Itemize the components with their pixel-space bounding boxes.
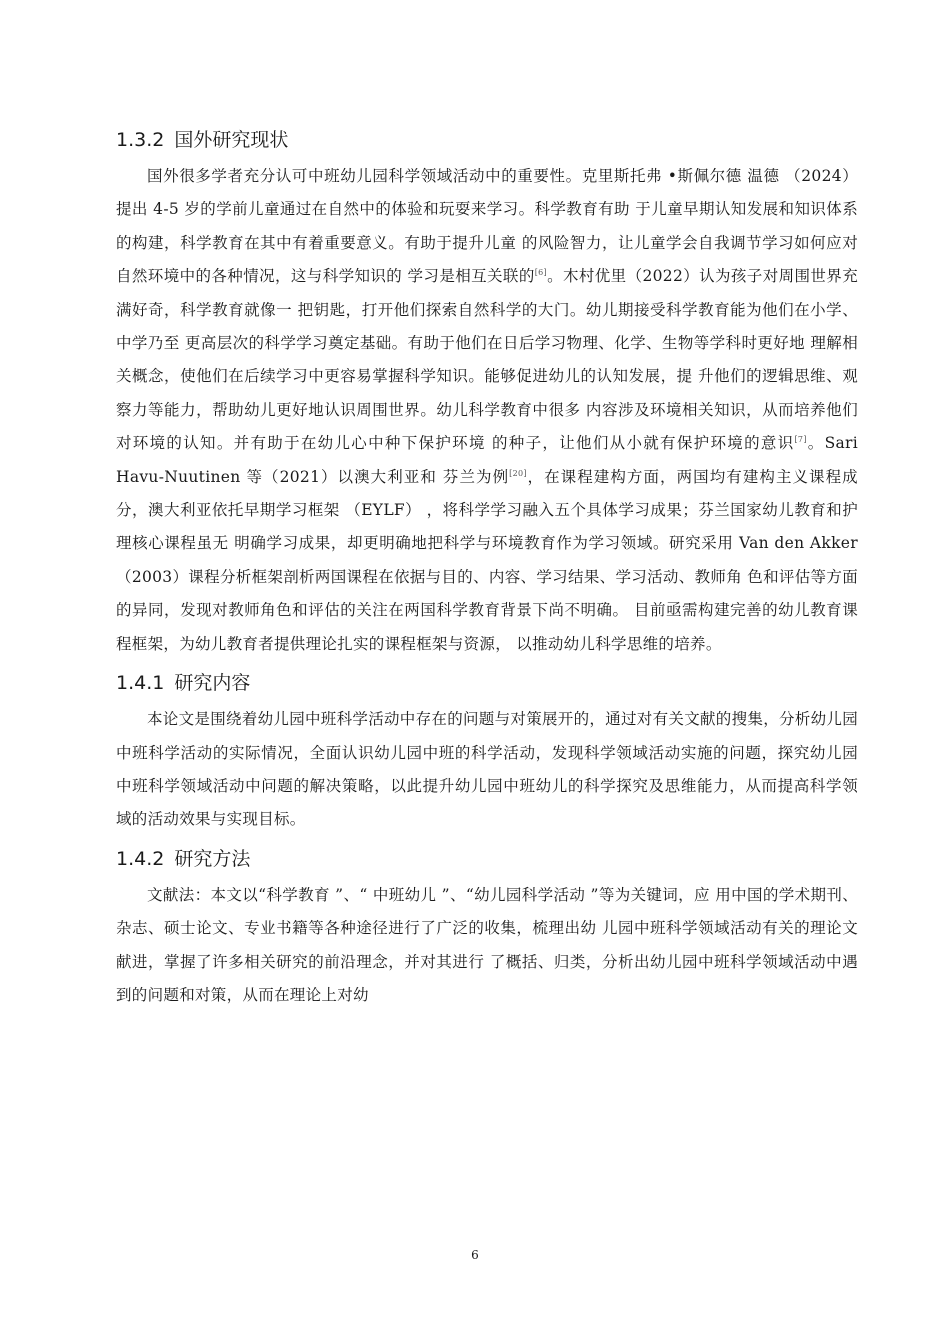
paragraph-text: 。Sari Havu-Nuutinen 等（2021）以澳大利亚和 芬兰为例 — [116, 434, 858, 486]
paragraph-research-content: 本论文是围绕着幼儿园中班科学活动中存在的问题与对策展开的，通过对有关文献的搜集，分析幼儿园中班科学活动的实际情况，全面认识幼儿园中班的科学活动，发现科学领域活动实施的问题，探究幼儿园中班科学领域活动中问题的解决策略，以此提升幼儿园中班幼儿的科学探究及思维能力，从而提高科学领域的活动效果与实现目标。 — [116, 710, 859, 829]
section-title: 国外研究现状 — [174, 129, 289, 151]
page-number: 6 — [471, 1248, 479, 1262]
section-number: 1.3.2 — [116, 129, 165, 151]
paragraph-text: 。木村优里（2022）认为孩子对周围世界充满好奇，科学教育就像一 把钥匙，打开他们探索自然科学的大门。幼儿期接受科学教育能为他们在小学、中学乃至 更高层次的科学学习奠定基础。有助于他们在日后学习物理、化学、生物等学科时更好地 理解相关概念，使他们在后续学习中更容易掌握科学知识。能够促进幼儿的认知发展，提 升他们的逻辑思维、观察力等能力，帮助幼儿更好地认识周围世界。幼儿科学教育中很多 内容涉及环境相关知识，从而培养他们对环境的认知。并有助于在幼儿心中种下保护环境 的种子，让他们从小就有保护环境的意识 — [116, 267, 859, 453]
section-title: 研究内容 — [174, 672, 251, 695]
paragraph-text: 国外很多学者充分认可中班幼儿园科学领域活动中的重要性。克里斯托弗 •斯佩尔德 温德 （2024）提出 4-5 岁的学前儿童通过在自然中的体验和玩耍来学习。科学教育有助 于儿童早期认知发展和知识体系的构建，科学教育在其中有着重要意义。有助于提升儿童 的风险智力，让儿童学会自我调节学习如何应对自然环境中的各种情况，这与科学知识的 学习是相互关联的 — [116, 167, 858, 286]
citation-marker[interactable]: [20] — [509, 468, 527, 478]
citation-marker[interactable]: [7] — [794, 435, 807, 445]
paragraph-text: ，在课程建构方面，两国均有建构主义课程成分，澳大利亚依托早期学习框架 （EYLF） ，将科学学习融入五个具体学习成果；芬兰国家幼儿教育和护理核心课程虽无 明确学习成果，却更明确地把科学与环境教育作为学习领域。研究采用 Van den Akker（2003）课程分析框架剖析两国课程在依据与目的、内容、学习结果、学习活动、教师角 色和评估等方面的异同，发现对教师角色和评估的关注在两国科学教育背景下尚不明确。 目前亟需构建完善的幼儿教育课程框架，为幼儿教育者提供理论扎实的课程框架与资源， 以推动幼儿科学思维的培养。 — [116, 467, 858, 653]
section-heading-1-3-2 — [116, 120, 858, 160]
document-page — [116, 120, 858, 1012]
paragraph-foreign-research — [116, 160, 858, 661]
section-number: 1.4.1 — [116, 672, 165, 695]
section-number: 1.4.2 — [116, 847, 165, 870]
paragraph-research-method: 文献法：本文以“科学教育 ”、“ 中班幼儿 ”、“幼儿园科学活动 ”等为关键词，应 用中国的学术期刊、杂志、硕士论文、专业书籍等各种途径进行了广泛的收集，梳理出幼 儿园中班科学领域活动有关的理论文献进，掌握了许多相关研究的前沿理念，并对其进行 了概括、归类，分析出幼儿园中班科学领域活动中遇到的问题和对策，从而在理论上对幼 — [116, 885, 858, 1004]
section-heading-1-4-2 — [116, 839, 858, 879]
citation-marker[interactable]: [6] — [534, 268, 547, 278]
section-heading-1-4-1 — [116, 663, 858, 703]
section-title: 研究方法 — [174, 847, 251, 870]
